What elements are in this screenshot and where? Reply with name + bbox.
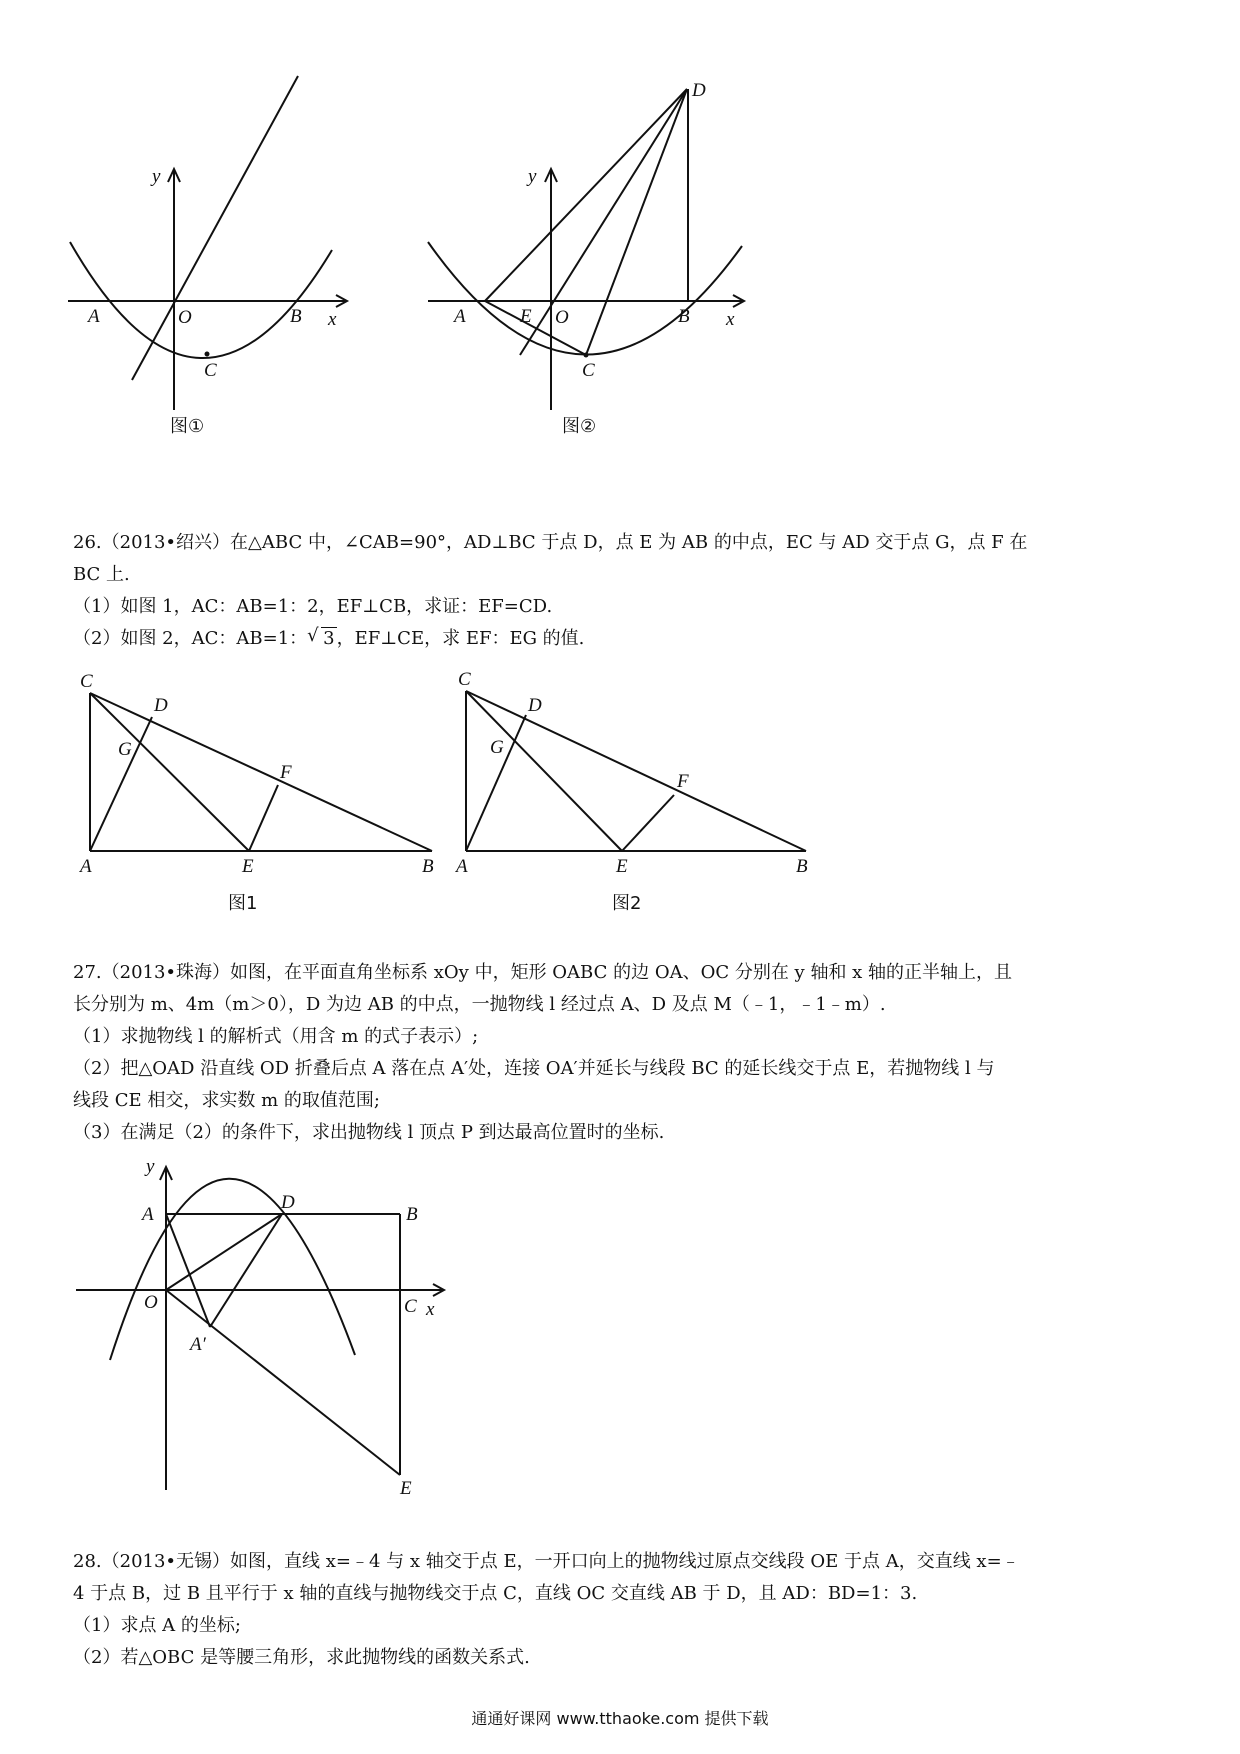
label-e: E (616, 856, 628, 877)
label-e: E (400, 1478, 412, 1499)
label-o: O (555, 307, 569, 328)
q27-part-3: （3）在满足（2）的条件下，求出抛物线 l 顶点 P 到达最高位置时的坐标. (73, 1122, 665, 1143)
figure-4-caption: 图2 (612, 893, 642, 914)
label-x: x (726, 309, 735, 330)
label-a: A (80, 856, 92, 877)
label-f: F (280, 762, 292, 783)
label-c: C (458, 669, 471, 690)
label-d: D (154, 695, 168, 716)
question-26 (73, 527, 1173, 655)
question-28 (73, 1546, 1173, 1674)
q28-line-2: 4 于点 B，过 B 且平行于 x 轴的直线与抛物线交于点 C，直线 OC 交直线 AB 于 D，且 AD：BD=1：3. (73, 1583, 918, 1604)
label-b: B (422, 856, 434, 877)
q26-line-1: 26.（2013•绍兴）在△ABC 中，∠CAB=90°，AD⊥BC 于点 D，点 E 为 AB 的中点，EC 与 AD 交于点 G，点 F 在 (73, 532, 1028, 553)
label-a: A (454, 306, 466, 327)
question-27 (73, 957, 1173, 1149)
q27-part-1: （1）求抛物线 l 的解析式（用含 m 的式子表示）; (73, 1026, 479, 1047)
figure-2 (420, 70, 760, 490)
q27-line-2: 长分别为 m、4m（m＞0），D 为边 AB 的中点，一抛物线 l 经过点 A、D 及点 M（﹣1，﹣1﹣m）. (73, 994, 886, 1015)
label-a: A (88, 306, 100, 327)
q26-part-1: （1）如图 1，AC：AB=1：2，EF⊥CB，求证：EF=CD. (73, 596, 553, 617)
label-d: D (281, 1192, 295, 1213)
label-g: G (490, 737, 504, 758)
label-y: y (146, 1160, 155, 1177)
sqrt-symbol: √ 3 (307, 625, 335, 649)
label-x: x (426, 1299, 435, 1320)
q27-line-1: 27.（2013•珠海）如图，在平面直角坐标系 xOy 中，矩形 OABC 的边 OA、OC 分别在 y 轴和 x 轴的正半轴上，且 (73, 962, 1013, 983)
label-c: C (404, 1296, 417, 1317)
label-d: D (528, 695, 542, 716)
label-a: A (142, 1204, 154, 1225)
q28-part-2: （2）若△OBC 是等腰三角形，求此抛物线的函数关系式. (73, 1647, 530, 1668)
label-b: B (406, 1204, 418, 1225)
label-y: y (528, 166, 537, 187)
label-a-prime: A′ (190, 1334, 206, 1355)
label-d: D (692, 80, 706, 101)
label-y: y (152, 166, 161, 187)
q27-part-2a: （2）把△OAD 沿直线 OD 折叠后点 A 落在点 A′处，连接 OA′并延长与线段 BC 的延长线交于点 E，若抛物线 l 与 (73, 1058, 995, 1079)
q27-part-2b: 线段 CE 相交，求实数 m 的取值范围; (73, 1090, 380, 1111)
q28-line-1: 28.（2013•无锡）如图，直线 x=﹣4 与 x 轴交于点 E，一开口向上的抛物线过原点交线段 OE 于点 A，交直线 x=﹣ (73, 1551, 1020, 1572)
label-b: B (796, 856, 808, 877)
label-e: E (520, 306, 532, 327)
label-c: C (204, 360, 217, 381)
figure-4 (450, 665, 830, 915)
label-c: C (80, 671, 93, 692)
label-o: O (178, 307, 192, 328)
page-footer: 通通好课网 www.tthaoke.com 提供下载 (471, 1709, 769, 1728)
label-e: E (242, 856, 254, 877)
figure-1-caption: 图① (170, 416, 205, 437)
figure-3 (70, 665, 450, 915)
label-b: B (290, 306, 302, 327)
q26-line-2: BC 上. (73, 564, 130, 585)
label-f: F (677, 771, 689, 792)
label-o: O (144, 1292, 158, 1313)
figure-1 (60, 70, 370, 490)
label-x: x (328, 309, 337, 330)
q26-part-2: （2）如图 2，AC：AB=1： √ 3 ，EF⊥CE，求 EF：EG 的值. (73, 623, 1173, 655)
label-g: G (118, 739, 132, 760)
q28-part-1: （1）求点 A 的坐标; (73, 1615, 241, 1636)
figure-2-caption: 图② (562, 416, 597, 437)
label-a: A (456, 856, 468, 877)
figure-3-caption: 图1 (228, 893, 258, 914)
label-b: B (678, 306, 690, 327)
figure-5 (70, 1160, 450, 1500)
label-c: C (582, 360, 595, 381)
